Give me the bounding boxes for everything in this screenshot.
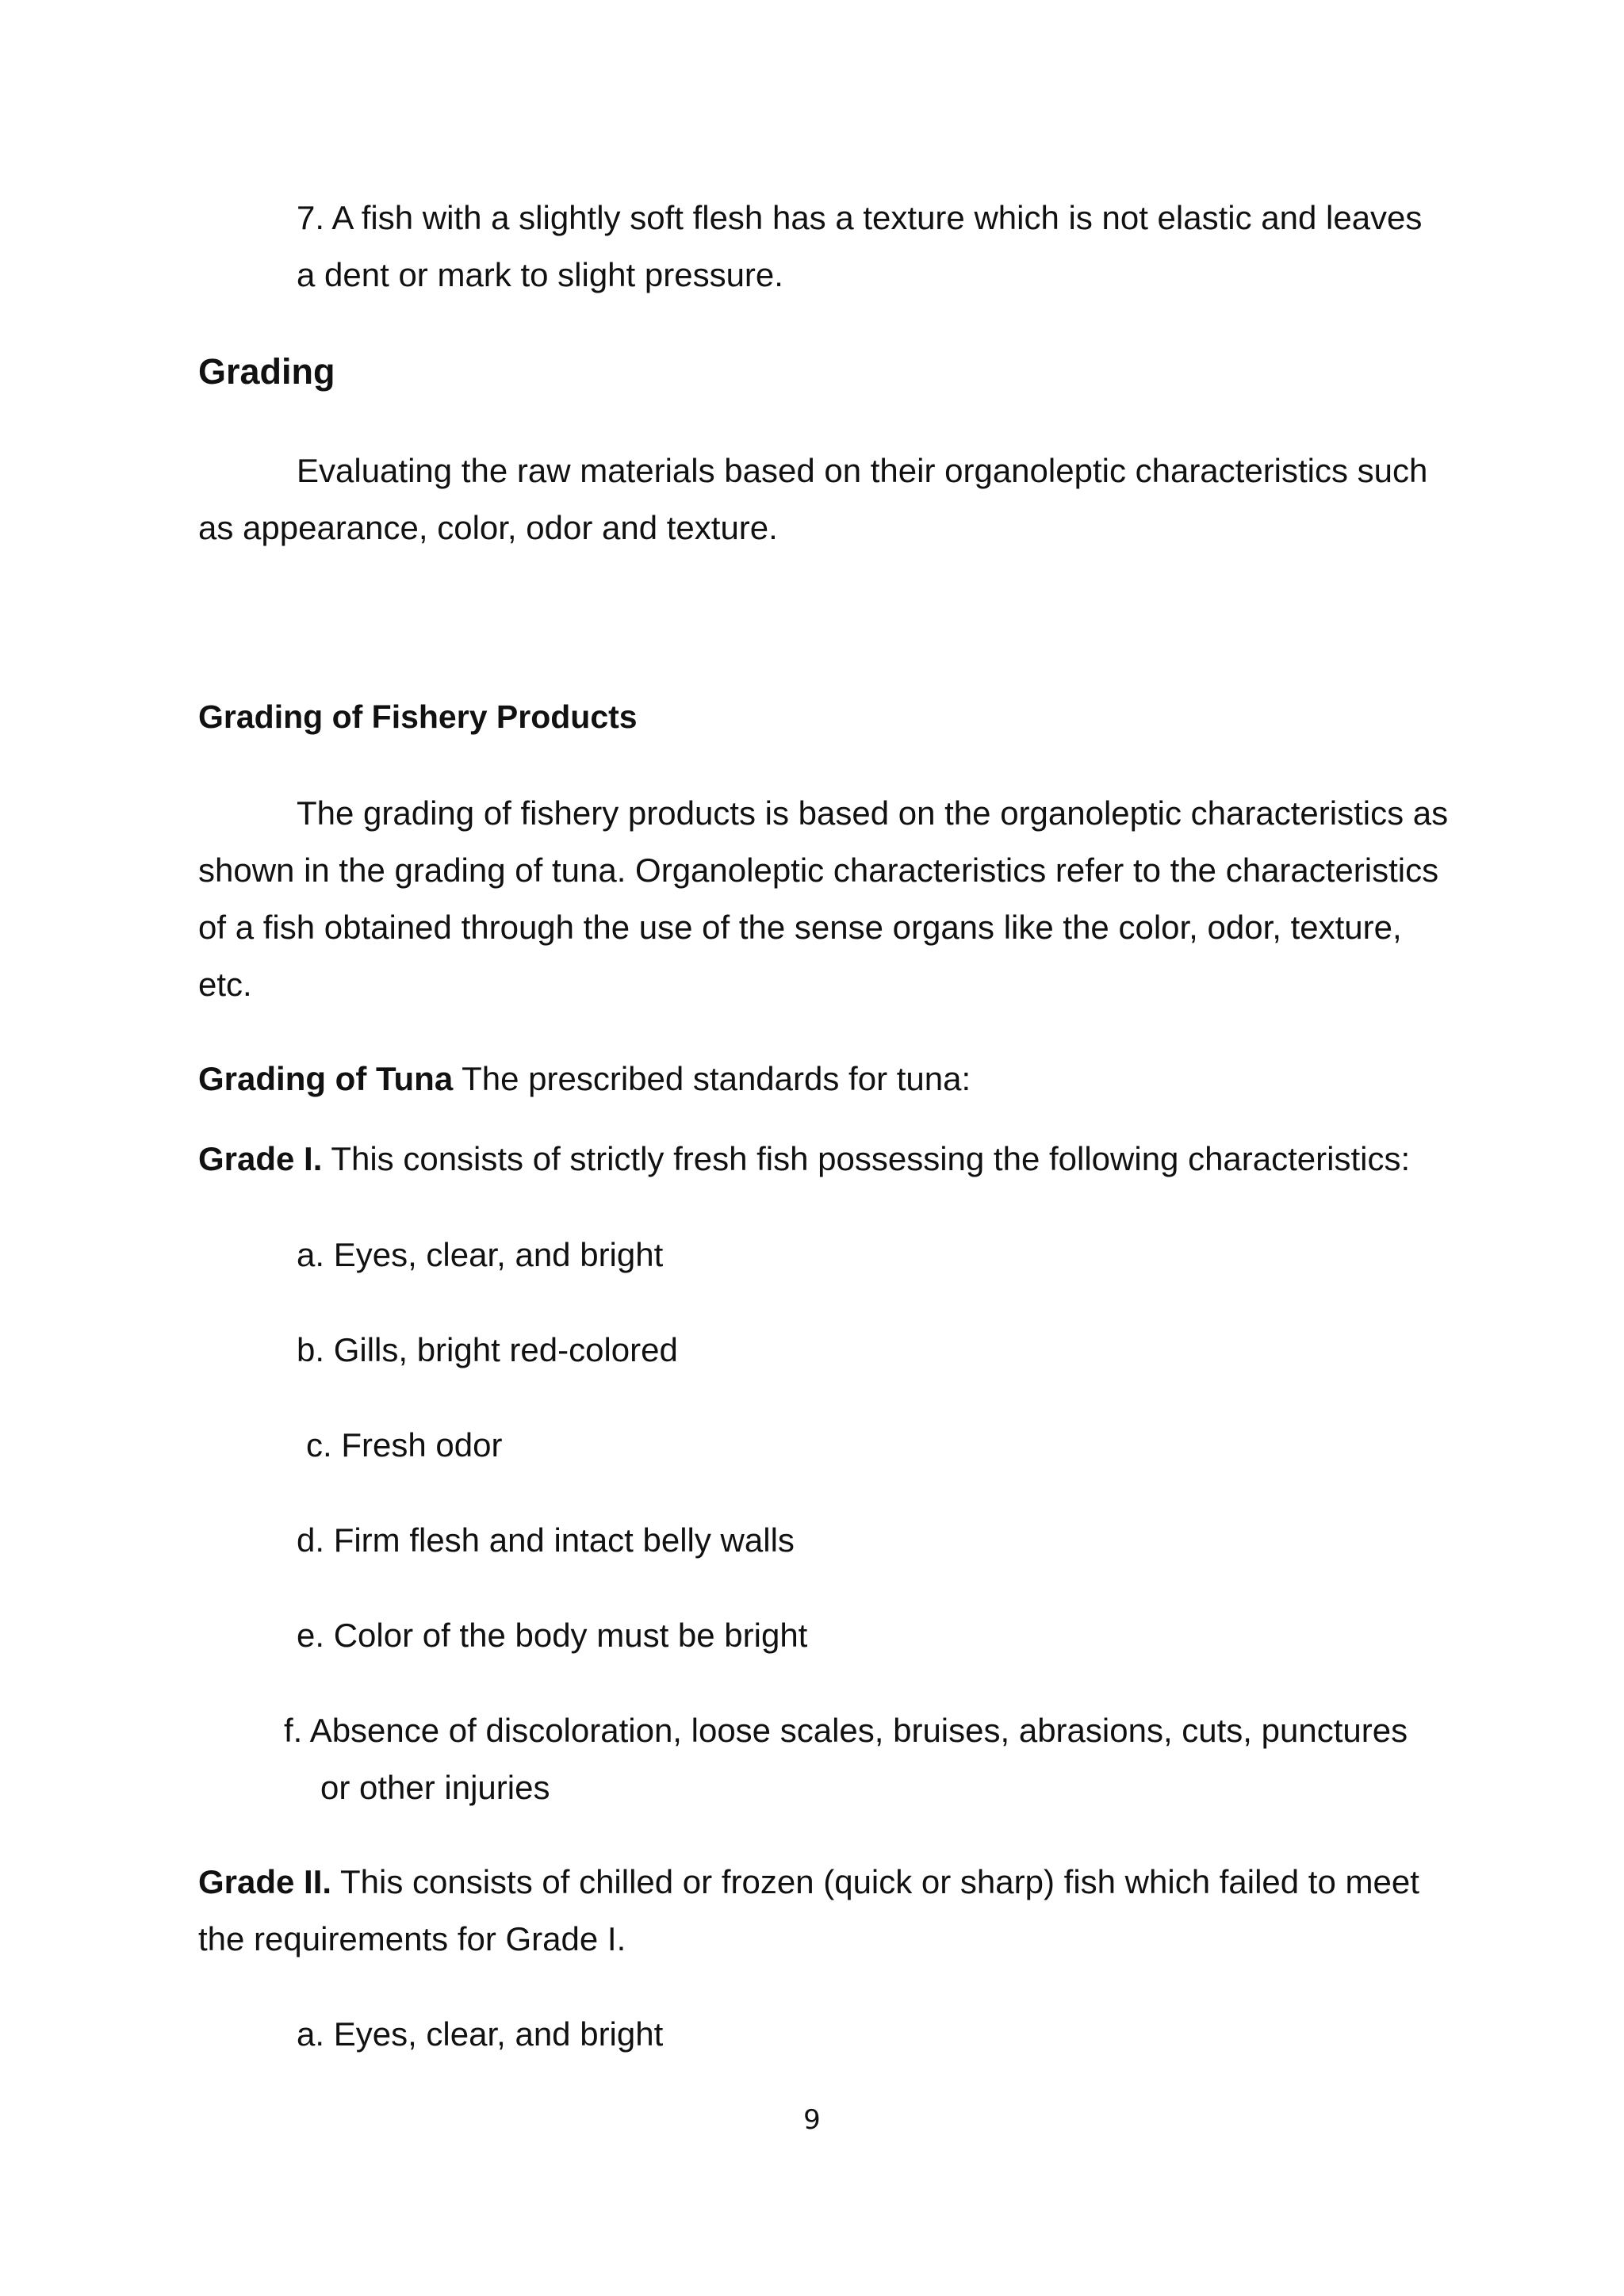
grade-2-label: Grade II.	[198, 1863, 332, 1900]
grading-paragraph-line-2: as appearance, color, odor and texture.	[198, 509, 778, 546]
grading-heading: Grading	[198, 351, 335, 392]
grade-1-item-b: b. Gills, bright red-colored	[297, 1331, 678, 1368]
tuna-line	[198, 1062, 971, 1096]
fishery-paragraph-line-3: of a fish obtained through the use of the sense organs like the color, odor, texture,	[198, 909, 1402, 946]
grade-1-text: This consists of strictly fresh fish possessing the following characteristics:	[322, 1140, 1411, 1177]
fishery-paragraph-line-1: The grading of fishery products is based on the organoleptic characteristics as	[297, 794, 1449, 832]
item-7-line-2: a dent or mark to slight pressure.	[297, 256, 783, 293]
grade-1-item-c: c. Fresh odor	[306, 1426, 503, 1464]
grade-2-text: This consists of chilled or frozen (quick or sharp) fish which failed to meet	[331, 1863, 1419, 1900]
grade-2-line-1	[198, 1863, 1419, 1900]
page-number: 9	[803, 2104, 821, 2136]
grade-1-item-e: e. Color of the body must be bright	[297, 1617, 808, 1654]
tuna-heading: Grading of Tuna	[198, 1060, 454, 1097]
grade-1-item-d: d. Firm flesh and intact belly walls	[297, 1521, 795, 1559]
grade-1-item-f-line-1: f. Absence of discoloration, loose scales, bruises, abrasions, cuts, punctures	[284, 1712, 1408, 1749]
grade-1-label: Grade I.	[198, 1140, 323, 1177]
grade-1-item-f-line-2: or other injuries	[320, 1769, 550, 1806]
grade-2-item-a: a. Eyes, clear, and bright	[297, 2015, 664, 2053]
grading-paragraph-line-1: Evaluating the raw materials based on their organoleptic characteristics such	[297, 452, 1428, 489]
grade-2-line-2: the requirements for Grade I.	[198, 1920, 626, 1957]
fishery-products-heading: Grading of Fishery Products	[198, 698, 638, 735]
fishery-paragraph-line-2: shown in the grading of tuna. Organoleptic characteristics refer to the characteristics	[198, 851, 1439, 889]
fishery-paragraph-line-4: etc.	[198, 966, 252, 1003]
tuna-text: The prescribed standards for tuna:	[453, 1060, 971, 1097]
grade-1-item-a: a. Eyes, clear, and bright	[297, 1236, 664, 1273]
grade-1-line	[198, 1142, 1410, 1176]
item-7-line-1: 7. A fish with a slightly soft flesh has a texture which is not elastic and leaves	[297, 199, 1423, 236]
